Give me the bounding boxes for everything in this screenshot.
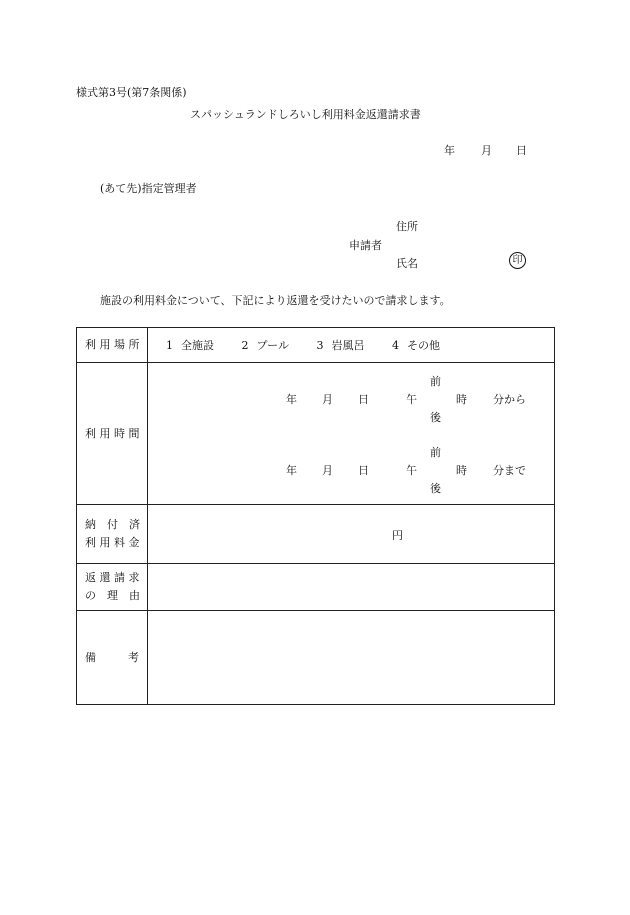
place-label: 利 用 場 所	[85, 338, 140, 351]
from-noon-label: 午	[406, 393, 417, 406]
time-label-cell	[77, 363, 148, 505]
to-year-label: 年	[286, 464, 297, 477]
row-reason	[77, 564, 555, 611]
document-title: スパッシュランドしろいし利用料金返還請求書	[190, 108, 421, 121]
from-pm-label: 後	[430, 411, 441, 424]
to-noon-label: 午	[406, 464, 417, 477]
row-remarks	[77, 611, 555, 705]
addressee: (あて先)指定管理者	[100, 182, 197, 195]
seal-mark: 印	[509, 252, 526, 269]
remarks-field-cell[interactable]	[148, 611, 555, 705]
place-option-name[interactable]: 全施設	[181, 339, 214, 352]
from-year-label: 年	[286, 393, 297, 406]
from-am-label: 前	[430, 375, 441, 388]
place-options-cell[interactable]	[148, 328, 555, 363]
from-suffix: 分から	[493, 393, 526, 406]
time-label: 利 用 時 間	[85, 426, 140, 440]
place-options	[148, 337, 554, 353]
address-label: 住所	[396, 220, 418, 233]
place-option-name[interactable]: その他	[406, 339, 440, 352]
place-option-number: 4	[391, 339, 399, 352]
to-am-label: 前	[430, 446, 441, 459]
remarks-label-cell	[77, 611, 148, 705]
fee-label-line2: 利 用 料 金	[85, 536, 140, 549]
to-pm-label: 後	[430, 482, 441, 495]
to-day-label: 日	[358, 464, 369, 477]
to-hour-label: 時	[456, 464, 467, 477]
date-year-label: 年	[444, 144, 455, 157]
from-day-label: 日	[358, 393, 369, 406]
place-option-number: 1	[166, 339, 173, 352]
time-field-cell[interactable]	[148, 363, 555, 505]
intro-text: 施設の利用料金について、下記により返還を受けたいので請求します。	[100, 294, 451, 307]
fee-unit: 円	[392, 529, 403, 542]
fee-field-cell[interactable]	[148, 505, 555, 564]
time-fields	[148, 363, 554, 504]
place-label-cell	[77, 328, 148, 363]
request-table	[76, 327, 555, 705]
applicant-label: 申請者	[349, 239, 382, 252]
to-month-label: 月	[322, 464, 333, 477]
date-month-label: 月	[481, 144, 492, 157]
reason-label-line1: 返 還 請 求	[85, 571, 140, 584]
from-month-label: 月	[322, 393, 333, 406]
place-option-number: 3	[316, 339, 324, 352]
reason-label-line2: の 理 由	[85, 589, 140, 602]
row-place	[77, 328, 555, 363]
fee-label-line1: 納 付 済	[85, 518, 140, 531]
reason-field-cell[interactable]	[148, 564, 555, 611]
fee-field	[148, 505, 554, 563]
form-number: 様式第3号(第7条関係)	[76, 86, 187, 99]
remarks-label-char1: 備	[85, 650, 96, 664]
place-option-name[interactable]: 岩風呂	[331, 339, 365, 352]
place-option-name[interactable]: プール	[256, 339, 289, 352]
to-suffix: 分まで	[493, 464, 526, 477]
fee-label-cell	[77, 505, 148, 564]
place-option-number: 2	[241, 339, 249, 352]
from-hour-label: 時	[456, 393, 467, 406]
remarks-label-char2: 考	[128, 650, 139, 664]
reason-label-cell	[77, 564, 148, 611]
date-day-label: 日	[516, 144, 527, 157]
row-time	[77, 363, 555, 505]
name-label: 氏名	[396, 257, 418, 270]
remarks-label	[77, 649, 147, 667]
row-fee	[77, 505, 555, 564]
